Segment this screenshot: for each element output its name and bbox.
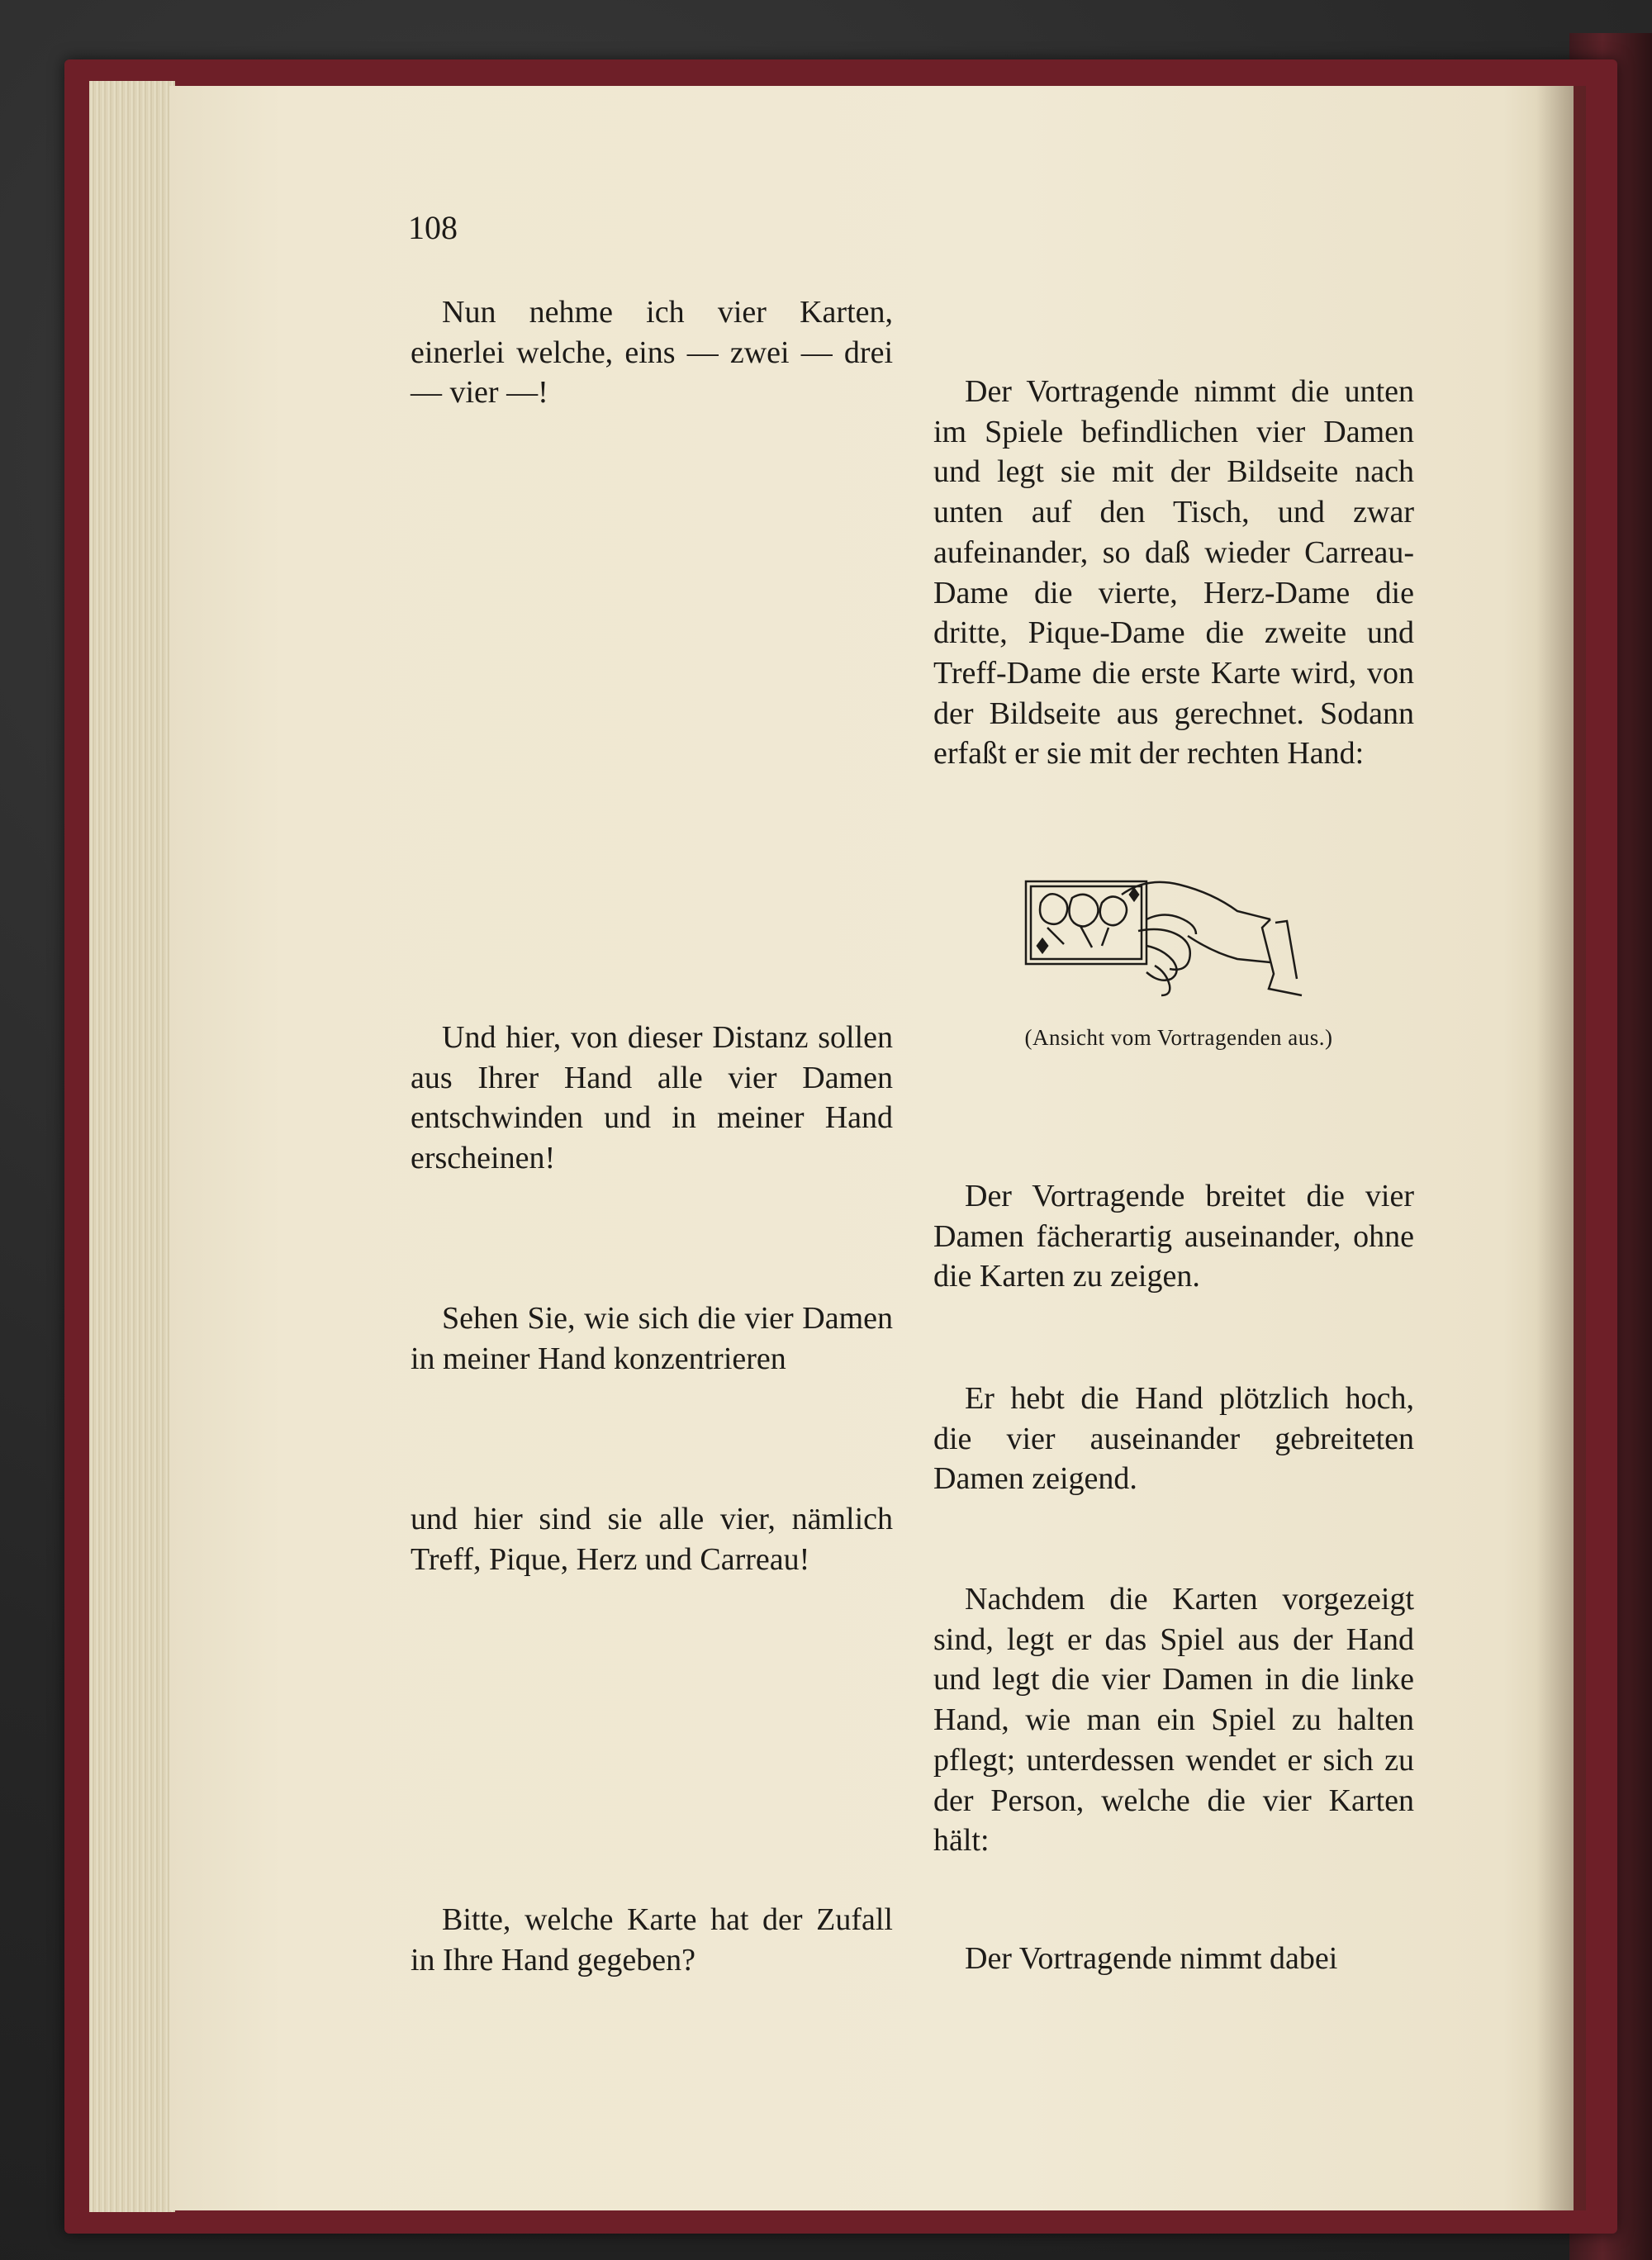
- left-paragraph-4: und hier sind sie alle vier, nämlich Treff, Pique, Herz und Carreau!: [411, 1502, 893, 1577]
- hand-holding-cards-illustration: [1023, 870, 1320, 1018]
- page-number: 108: [408, 209, 458, 246]
- left-paragraph-1: Nun nehme ich vier Karten, einerlei welche, eins — zwei — drei — vier —!: [411, 295, 893, 411]
- page-edges: [89, 81, 175, 2212]
- left-paragraph-2: Und hier, von dieser Distanz sollen aus Ihrer Hand alle vier Damen entschwinden und in meiner Hand erscheinen!: [411, 1020, 893, 1176]
- left-paragraph-5: Bitte, welche Karte hat der Zufall in Ihre Hand gegeben?: [411, 1902, 893, 1978]
- figure-caption: (Ansicht vom Vortragenden aus.): [1024, 1025, 1333, 1050]
- gutter-shadow: [1536, 86, 1586, 2210]
- right-paragraph-5: Der Vortragende nimmt dabei: [965, 1941, 1338, 1976]
- left-paragraph-3: Sehen Sie, wie sich die vier Damen in meiner Hand konzentrieren: [411, 1301, 893, 1376]
- right-paragraph-2: Der Vortragende breitet die vier Damen fächerartig auseinander, ohne die Karten zu zeigen.: [933, 1179, 1414, 1294]
- right-paragraph-1: Der Vortragende nimmt die unten im Spiele befindlichen vier Damen und legt sie mit der Bildseite nach unten auf den Tisch, und zwar aufeinander, so daß wieder Carreau-Dame die vierte, Herz-Dame die dritte, Pique-Dame die zweite und Treff-Dame die erste Karte wird, von der Bildseite aus gerechnet. Sodann erfaßt er sie mit der rechten Hand:: [933, 374, 1414, 772]
- right-paragraph-4: Nachdem die Karten vorgezeigt sind, legt er das Spiel aus der Hand und legt die vier Damen in die linke Hand, wie man ein Spiel zu halten pflegt; unterdessen wendet er sich zu der Person, welche die vier Karten hält:: [933, 1582, 1414, 1859]
- right-paragraph-3: Er hebt die Hand plötzlich hoch, die vier auseinander gebreiteten Damen zeigend.: [933, 1381, 1414, 1497]
